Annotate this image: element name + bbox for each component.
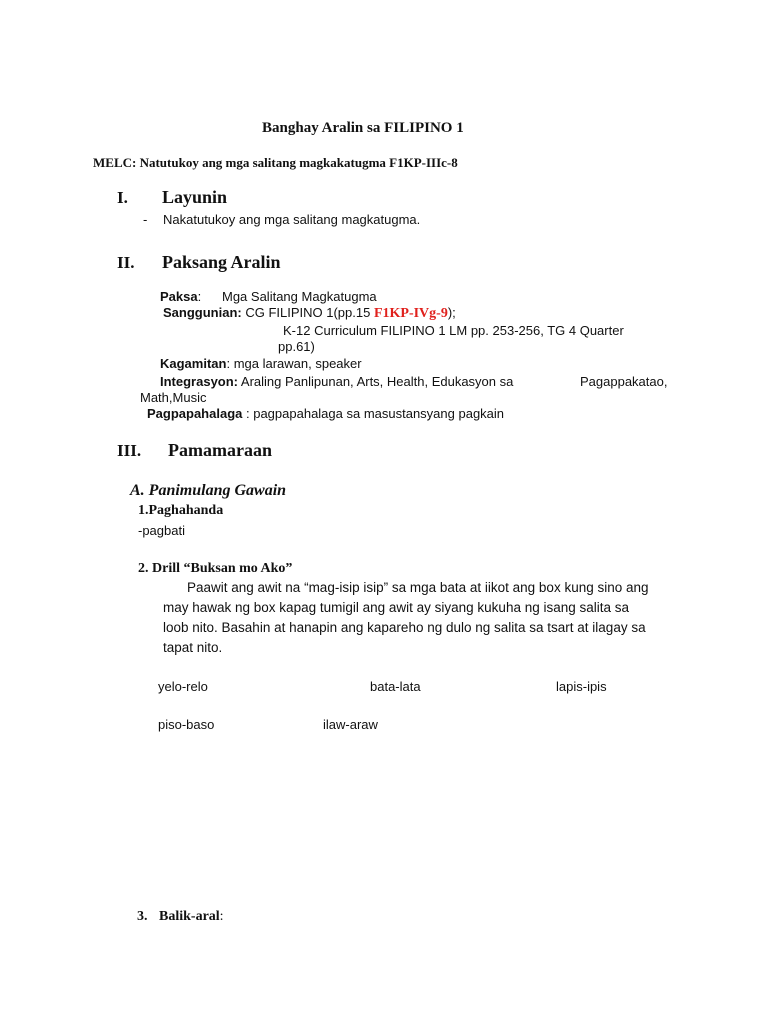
- sanggunian-line2: K-12 Curriculum FILIPINO 1 LM pp. 253-256, TG 4 Quarter: [283, 323, 624, 338]
- balik-aral-colon: :: [219, 909, 224, 924]
- pagpapahalaga-label: Pagpapahalaga: [147, 406, 243, 421]
- integrasyon-label: Integrasyon:: [160, 374, 239, 389]
- document-title: Banghay Aralin sa FILIPINO 1: [262, 120, 464, 136]
- sanggunian-prefix: CG FILIPINO 1(pp.15: [245, 305, 374, 320]
- word-pair: bata-lata: [370, 679, 421, 694]
- section-iii-numeral: III.: [117, 441, 142, 460]
- word-pair: piso-baso: [158, 717, 215, 732]
- pagpapahalaga-row: [147, 406, 504, 421]
- pagbati: -pagbati: [138, 523, 185, 538]
- integrasyon-row: [160, 374, 513, 389]
- kagamitan-value: : mga larawan, speaker: [226, 356, 362, 371]
- sanggunian-code: F1KP-IVg-9: [373, 306, 448, 321]
- section-i-title: Layunin: [162, 187, 228, 207]
- layunin-item: Nakatutukoy ang mga salitang magkatugma.: [163, 212, 421, 227]
- balik-aral-row: [159, 909, 224, 925]
- drill-line: Paawit ang awit na “mag-isip isip” sa mga bata at iikot ang box kung sino ang: [187, 580, 649, 595]
- section-iii-title: Pamamaraan: [168, 440, 272, 460]
- paghahanda-label: 1.Paghahanda: [138, 503, 224, 518]
- sanggunian-row: [163, 305, 456, 322]
- paksa-label: Paksa: [160, 289, 198, 304]
- subsection-a-heading: A. Panimulang Gawain: [130, 482, 287, 499]
- paksa-colon: :: [197, 289, 202, 304]
- word-pair: lapis-ipis: [556, 679, 607, 694]
- section-i-numeral: I.: [117, 188, 128, 207]
- paksa-row: [160, 289, 201, 304]
- integrasyon-line2: Math,Music: [140, 390, 207, 405]
- drill-label: 2. Drill “Buksan mo Ako”: [138, 561, 293, 576]
- drill-line: tapat nito.: [163, 640, 223, 655]
- balik-aral-label: Balik-aral: [159, 909, 220, 924]
- balik-aral-number: 3.: [137, 909, 148, 924]
- sanggunian-label: Sanggunian:: [163, 305, 242, 320]
- melc-line: MELC: Natutukoy ang mga salitang magkakatugma F1KP-IIIc-8: [93, 155, 458, 170]
- layunin-bullet: -: [143, 212, 148, 227]
- integrasyon-value2: Pagappakatao,: [580, 374, 668, 389]
- sanggunian-suffix: );: [447, 305, 456, 320]
- drill-line: may hawak ng box kapag tumigil ang awit ay siyang kukuha ng isang salita sa: [163, 600, 630, 615]
- integrasyon-value: Araling Panlipunan, Arts, Health, Edukasyon sa: [240, 374, 514, 389]
- word-pair: ilaw-araw: [323, 717, 378, 732]
- kagamitan-row: [160, 356, 362, 371]
- word-pair: yelo-relo: [158, 679, 208, 694]
- pagpapahalaga-value: : pagpapahalaga sa masustansyang pagkain: [246, 406, 505, 421]
- kagamitan-label: Kagamitan: [160, 356, 227, 371]
- section-ii-numeral: II.: [117, 253, 135, 272]
- paksa-value: Mga Salitang Magkatugma: [222, 289, 377, 304]
- sanggunian-line3: pp.61): [278, 339, 315, 354]
- drill-line: loob nito. Basahin at hanapin ang kapareho ng dulo ng salita sa tsart at ilagay sa: [163, 620, 646, 635]
- section-ii-title: Paksang Aralin: [162, 252, 281, 272]
